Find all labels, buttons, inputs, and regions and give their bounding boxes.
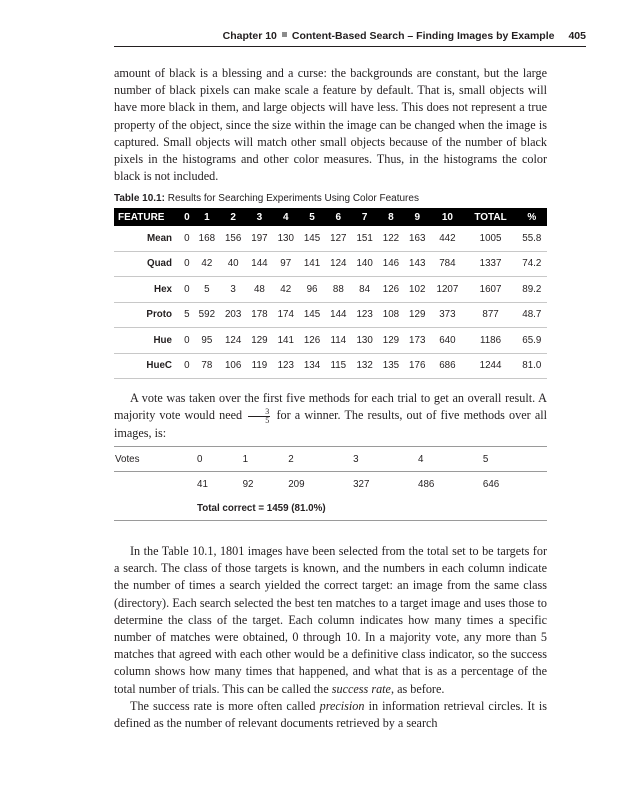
table-cell: 129 — [246, 328, 272, 354]
table-cell: 197 — [246, 226, 272, 251]
table-cell: 119 — [246, 353, 272, 379]
table-cell: 130 — [273, 226, 299, 251]
table-cell: 0 — [180, 353, 194, 379]
votes-value: 327 — [353, 478, 370, 490]
row-label: Hex — [114, 277, 180, 303]
votes-value: 92 — [242, 478, 254, 490]
table-caption-label: Table 10.1: — [114, 193, 165, 204]
paragraph-3 — [114, 543, 547, 698]
table-cell: 97 — [273, 251, 299, 277]
table-cell: 784 — [430, 251, 464, 277]
row-label: Mean — [114, 226, 180, 251]
votes-header-0: 0 — [196, 447, 242, 472]
table-cell: 141 — [273, 328, 299, 354]
table-cell: 108 — [378, 302, 404, 328]
table-cell: 78 — [194, 353, 220, 379]
votes-header-2: 2 — [287, 447, 352, 472]
row-label: HueC — [114, 353, 180, 379]
table-cell: 42 — [194, 251, 220, 277]
table-cell: 145 — [299, 302, 325, 328]
table-cell: 102 — [404, 277, 430, 303]
chapter-label: Chapter 10 — [222, 30, 277, 42]
table-cell: 0 — [180, 328, 194, 354]
paragraph-2-text-b: for a winner. The results, out of five methods over all images, is: — [114, 408, 548, 440]
table-cell: 156 — [220, 226, 246, 251]
running-header — [114, 30, 586, 46]
table-cell: 84 — [351, 277, 377, 303]
table-cell: 48.7 — [517, 302, 547, 328]
col-header-10: 9 — [404, 208, 430, 226]
table-cell: 174 — [273, 302, 299, 328]
table-cell: 88 — [325, 277, 351, 303]
table-cell: 5 — [194, 277, 220, 303]
votes-header-3: 3 — [352, 447, 417, 472]
table-cell: 373 — [430, 302, 464, 328]
votes-header-4: 4 — [417, 447, 482, 472]
table-cell: 129 — [404, 302, 430, 328]
votes-value: 646 — [482, 478, 500, 490]
table-cell: 686 — [430, 353, 464, 379]
chapter-title: Content-Based Search – Finding Images by Example — [291, 30, 555, 42]
table-cell: 173 — [404, 328, 430, 354]
table-cell: 0 — [180, 277, 194, 303]
term-precision: precision — [319, 698, 365, 713]
fraction-denominator: 5 — [265, 415, 270, 425]
table-cell: 42 — [273, 277, 299, 303]
table-cell: 65.9 — [517, 328, 547, 354]
table-cell: 114 — [325, 328, 351, 354]
table-cell: 127 — [325, 226, 351, 251]
paragraph-4-text-b: in information retrieval circles. It is defined as the number of relevant documents retrieved by a search — [114, 698, 547, 731]
paragraph-2 — [114, 390, 547, 442]
table-cell: 81.0 — [517, 353, 547, 379]
votes-value: 209 — [288, 478, 305, 490]
col-header-7: 6 — [325, 208, 351, 226]
table-cell: 126 — [299, 328, 325, 354]
term-success-rate: success rate — [331, 681, 391, 696]
col-header-9: 8 — [378, 208, 404, 226]
table-cell: 1607 — [464, 277, 516, 303]
table-cell: 145 — [299, 226, 325, 251]
table-cell: 134 — [299, 353, 325, 379]
paragraph-4 — [114, 698, 547, 732]
col-header-feature: FEATURE — [114, 208, 180, 226]
fraction-three-fifths — [248, 408, 270, 425]
votes-label: Votes — [114, 447, 196, 472]
col-header-1: 0 — [180, 208, 194, 226]
row-label: Hue — [114, 328, 180, 354]
paragraph-1: amount of black is a blessing and a curse: the backgrounds are constant, but the large number of black pixels can make scale a feature by default. That is, small objects will have more black in them, and large objects will have less. This does not represent a true property of the object, since the size within the image can be changed when the image is captured. Small objects will match other small objects because of the number of black pixels in the histograms and other color measures. Thus, in the histograms the color black is not included. — [114, 66, 547, 184]
table-cell: 132 — [351, 353, 377, 379]
votes-table-header — [114, 447, 547, 472]
table-cell: 5 — [180, 302, 194, 328]
separator-square-icon — [282, 32, 287, 37]
table-caption-text: Results for Searching Experiments Using Color Features — [167, 193, 419, 204]
row-label: Proto — [114, 302, 180, 328]
table-cell: 178 — [246, 302, 272, 328]
votes-total-correct: Total correct = 1459 (81.0%) — [196, 496, 547, 521]
table-cell: 1244 — [464, 353, 516, 379]
votes-value: 41 — [197, 478, 208, 490]
body-text-lower — [114, 543, 547, 732]
col-header-6: 5 — [299, 208, 325, 226]
table-cell: 144 — [325, 302, 351, 328]
page-number: 405 — [568, 30, 586, 42]
results-table-body — [114, 226, 547, 379]
table-cell: 115 — [325, 353, 351, 379]
table-cell: 48 — [246, 277, 272, 303]
row-label: Quad — [114, 251, 180, 277]
col-header-8: 7 — [351, 208, 377, 226]
table-cell: 140 — [351, 251, 377, 277]
paragraph-3-text: In the Table 10.1, 1801 images have been selected from the total set to be targets for a search. The class of those targets is known, and the numbers in each column indicate the number of times a search yielded the correct target: an image from the same class (directory). Each search selected the best ten matches to a target image and uses those to determine the class of the target. Each column indicates how many times a specific number of matches were obtained, 0 through 10. In a majority vote, any more than 5 matches that agreed with each other would be a definitive class indicator, so the success column shows how many times that happened, and what that is as a percentage of the total number of trials. This can be called the — [114, 544, 547, 696]
table-cell: 163 — [404, 226, 430, 251]
table-cell: 123 — [273, 353, 299, 379]
results-table — [114, 208, 547, 379]
col-header-3: 2 — [220, 208, 246, 226]
table-cell: 124 — [220, 328, 246, 354]
paragraph-2-text-a: A vote was taken over the first five methods for each trial to get an overall result. A majority vote would need — [114, 391, 547, 423]
table-cell: 141 — [299, 251, 325, 277]
table-caption — [114, 193, 419, 204]
table-cell: 95 — [194, 328, 220, 354]
col-header-5: 4 — [273, 208, 299, 226]
col-header-11: 10 — [430, 208, 464, 226]
table-cell: 176 — [404, 353, 430, 379]
table-cell: 0 — [180, 251, 194, 277]
table-cell: 129 — [378, 328, 404, 354]
header-rule — [114, 46, 586, 47]
table-cell: 877 — [464, 302, 516, 328]
results-table-header — [114, 208, 547, 226]
table-row — [114, 328, 547, 354]
votes-table-values — [114, 472, 547, 497]
table-cell: 143 — [404, 251, 430, 277]
table-cell: 442 — [430, 226, 464, 251]
fraction-numerator: 3 — [248, 408, 270, 417]
table-cell: 146 — [378, 251, 404, 277]
table-cell: 3 — [220, 277, 246, 303]
table-row — [114, 353, 547, 379]
table-cell: 151 — [351, 226, 377, 251]
table-row — [114, 277, 547, 303]
table-cell: 122 — [378, 226, 404, 251]
table-row — [114, 226, 547, 251]
table-cell: 123 — [351, 302, 377, 328]
paragraph-4-text-a: The success rate is more often called — [130, 698, 316, 713]
votes-header-5: 5 — [482, 447, 547, 472]
table-row — [114, 251, 547, 277]
table-cell: 130 — [351, 328, 377, 354]
col-header-2: 1 — [194, 208, 220, 226]
votes-header-1: 1 — [242, 447, 288, 472]
table-cell: 592 — [194, 302, 220, 328]
table-cell: 1186 — [464, 328, 516, 354]
table-cell: 135 — [378, 353, 404, 379]
table-cell: 168 — [194, 226, 220, 251]
table-cell: 55.8 — [517, 226, 547, 251]
table-cell: 144 — [246, 251, 272, 277]
table-row — [114, 302, 547, 328]
table-cell: 1207 — [430, 277, 464, 303]
table-cell: 96 — [299, 277, 325, 303]
table-cell: 40 — [220, 251, 246, 277]
col-header-4: 3 — [246, 208, 272, 226]
col-header-12: TOTAL — [464, 208, 516, 226]
paragraph-3-end: , as before. — [390, 681, 445, 696]
table-cell: 0 — [180, 226, 194, 251]
table-cell: 74.2 — [517, 251, 547, 277]
table-cell: 89.2 — [517, 277, 547, 303]
table-cell: 124 — [325, 251, 351, 277]
table-cell: 640 — [430, 328, 464, 354]
table-cell: 106 — [220, 353, 246, 379]
table-cell: 1337 — [464, 251, 516, 277]
col-header-13: % — [517, 208, 547, 226]
votes-table — [114, 446, 547, 521]
table-cell: 203 — [220, 302, 246, 328]
table-cell: 126 — [378, 277, 404, 303]
table-cell: 1005 — [464, 226, 516, 251]
votes-table-total — [114, 496, 547, 521]
votes-value: 486 — [418, 478, 435, 490]
